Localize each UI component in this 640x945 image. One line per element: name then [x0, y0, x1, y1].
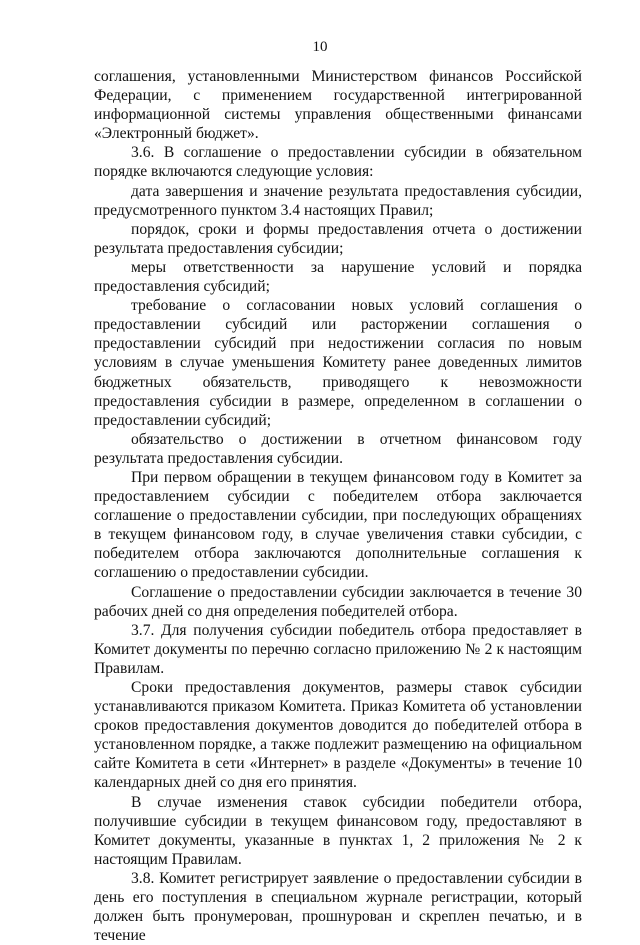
paragraph-clause-3-6: 3.6. В соглашение о предоставлении субсидии в обязательном порядке включаются следующие условия:: [94, 144, 582, 181]
paragraph-condition-liability: меры ответственности за нарушение условий и порядка предоставления субсидий;: [94, 258, 582, 296]
paragraph-condition-result-date: дата завершения и значение результата предоставления субсидии, предусмотренного пунктом 3.4 настоящих Правил;: [94, 182, 582, 219]
paragraph-clause-3-8: 3.8. Комитет регистрирует заявление о предоставлении субсидии в день его поступления в специальном журнале регистрации, который должен быть пронумерован, прошнурован и скреплен печатью, и в течение: [94, 869, 582, 945]
paragraph-condition-reporting: порядок, сроки и формы предоставления отчета о достижении результата предоставления субсидии;: [94, 220, 582, 257]
paragraph-first-application: При первом обращении в текущем финансовом году в Комитет за предоставлением субсидии с победителем отбора заключается соглашение о предоставлении субсидии, при последующих обращениях в текущем финансовом году, в случае увеличения ставки субсидии, с победителем отбора заключаются дополнительные соглашения к соглашению о предоставлении субсидии.: [94, 468, 582, 582]
paragraph-continuation: соглашения, установленными Министерством финансов Российской Федерации, с применением государственной интегрированной информационной системы управления общественными финансами «Электронный бюджет».: [94, 68, 582, 143]
page-number: 10: [312, 39, 328, 55]
paragraph-agreement-term: Соглашение о предоставлении субсидии заключается в течение 30 рабочих дней со дня определения победителей отбора.: [94, 583, 582, 620]
paragraph-clause-3-7: 3.7. Для получения субсидии победитель отбора предоставляет в Комитет документы по перечню согласно приложению № 2 к настоящим Правилам.: [94, 621, 582, 677]
document-body: [94, 67, 582, 945]
paragraph-condition-new-terms: требование о согласовании новых условий соглашения о предоставлении субсидий или расторжении соглашения о предоставлении субсидий при недостижении согласия по новым условиям в случае уменьшения Комитету ранее доведенных лимитов бюджетных обязательств, приводящего к невозможности предоставления субсидии в размере, определенном в соглашении о предоставлении субсидий;: [94, 297, 582, 429]
paragraph-condition-obligation: обязательство о достижении в отчетном финансовом году результата предоставления субсидии.: [94, 430, 582, 467]
paragraph-rate-change: В случае изменения ставок субсидии победители отбора, получившие субсидии в текущем финансовом году, предоставляют в Комитет документы, указанные в пунктах 1, 2 приложения № 2 к настоящим Правилам.: [94, 793, 582, 868]
paragraph-document-deadlines: Сроки предоставления документов, размеры ставок субсидии устанавливаются приказом Комитета. Приказ Комитета об установлении сроков предоставления документов доводится до победителей отбора в установленном порядке, а также подлежит размещению на официальном сайте Комитета в сети «Интернет» в разделе «Документы» в течение 10 календарных дней со дня его принятия.: [94, 679, 582, 792]
